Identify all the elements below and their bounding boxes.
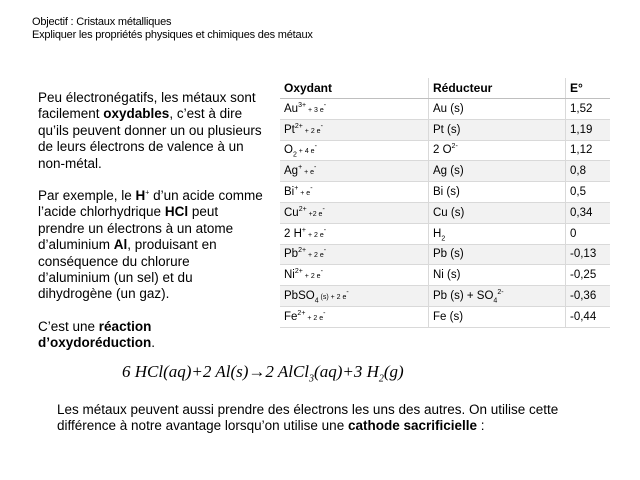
cell-reducteur bbox=[429, 286, 566, 307]
red-charge: 2- bbox=[497, 289, 504, 297]
ox-species: Bi bbox=[284, 186, 295, 199]
table-row bbox=[280, 182, 610, 203]
red-species: Au (s) bbox=[433, 102, 464, 115]
ox-index: 4 bbox=[314, 297, 319, 305]
red-species: Bi (s) bbox=[433, 186, 460, 199]
table-row bbox=[280, 265, 610, 286]
red-index: 2 bbox=[441, 234, 446, 242]
cell-oxydant bbox=[280, 119, 429, 140]
electron-charge: - bbox=[322, 206, 325, 214]
paragraph-reaction bbox=[38, 319, 263, 352]
cell-e0: 0 bbox=[566, 223, 611, 244]
ox-species: Ag bbox=[284, 165, 299, 178]
ox-charge: 3+ bbox=[298, 102, 307, 110]
cell-e0: 0,8 bbox=[566, 161, 611, 182]
paragraph-example bbox=[38, 188, 263, 303]
table-row bbox=[280, 161, 610, 182]
electron-charge: - bbox=[314, 164, 317, 172]
red-species: H bbox=[433, 227, 442, 240]
bottom-paragraph bbox=[57, 402, 602, 434]
text: peut prendre un électrons à un atome d’aluminium bbox=[38, 204, 234, 253]
ox-species: 2 H bbox=[284, 227, 302, 240]
ox-species: Au bbox=[284, 102, 299, 115]
table-row bbox=[280, 202, 610, 223]
objective-line: Objectif : Cristaux métalliques bbox=[32, 16, 172, 28]
ox-electrons: + 2 e bbox=[302, 127, 321, 135]
cell-e0: -0,13 bbox=[566, 244, 611, 265]
ox-electrons: + e bbox=[298, 190, 311, 198]
ox-species: Pt bbox=[284, 123, 295, 136]
cell-e0: -0,25 bbox=[566, 265, 611, 286]
electron-charge: - bbox=[314, 143, 317, 151]
cell-e0: -0,44 bbox=[566, 306, 611, 327]
cell-e0: 0,5 bbox=[566, 182, 611, 203]
text: . bbox=[151, 335, 156, 351]
sup-plus: + bbox=[145, 189, 150, 197]
text: d’un acide comme l’acide chlorhydrique bbox=[38, 188, 263, 220]
bold-cathode: cathode sacrificielle bbox=[347, 418, 478, 433]
ox-electrons: + 2 e bbox=[306, 252, 324, 260]
cell-reducteur bbox=[429, 182, 566, 203]
text: C’est une bbox=[38, 318, 99, 334]
ox-species: PbSO bbox=[284, 290, 315, 303]
table-header-row bbox=[280, 78, 610, 99]
ox-species: Ni bbox=[284, 269, 295, 282]
ox-species: O bbox=[284, 144, 293, 157]
cell-oxydant bbox=[280, 223, 429, 244]
electron-charge: - bbox=[310, 185, 313, 193]
table-row bbox=[280, 223, 610, 244]
cell-reducteur bbox=[429, 244, 566, 265]
electron-charge: - bbox=[323, 310, 326, 318]
cell-reducteur bbox=[429, 140, 566, 161]
ox-species: Pb bbox=[284, 248, 299, 261]
ox-index: 2 bbox=[292, 151, 297, 159]
text: , produisant en conséquence du chlorure d’aluminium (un sel) et du dihydrogène (un gaz). bbox=[38, 237, 217, 302]
ox-charge: + bbox=[301, 226, 306, 234]
red-charge: 2- bbox=[451, 143, 458, 151]
eq-part: (aq)+3 H bbox=[314, 362, 379, 381]
eq-part: (s) bbox=[230, 362, 249, 381]
table-row bbox=[280, 140, 610, 161]
red-index: 4 bbox=[493, 297, 498, 305]
ox-charge: 2+ bbox=[298, 206, 307, 214]
cell-e0: 0,34 bbox=[566, 202, 611, 223]
table-row bbox=[280, 286, 610, 307]
red-species: Pb (s) bbox=[433, 248, 464, 261]
ox-electrons: + 4 e bbox=[296, 148, 315, 156]
redox-potential-table bbox=[280, 78, 610, 328]
text: Par exemple, le bbox=[38, 188, 136, 204]
eq-part: 2 AlCl bbox=[265, 362, 310, 381]
cell-reducteur bbox=[429, 223, 566, 244]
electron-charge: - bbox=[346, 289, 349, 297]
bold-reaction: réaction d’oxydoréduction bbox=[38, 318, 152, 351]
ox-electrons: + e bbox=[302, 169, 315, 177]
cell-e0: -0,36 bbox=[566, 286, 611, 307]
ox-charge: 2+ bbox=[294, 122, 303, 130]
cell-e0: 1,12 bbox=[566, 140, 611, 161]
red-species: Pb (s) + SO bbox=[433, 290, 494, 303]
eq-sub: 3 bbox=[309, 373, 315, 385]
red-species: Cu (s) bbox=[433, 206, 465, 219]
table-row bbox=[280, 306, 610, 327]
ox-charge: + bbox=[294, 185, 299, 193]
paragraph-oxydables bbox=[38, 90, 263, 172]
ox-species: Fe bbox=[284, 310, 298, 323]
electron-charge: - bbox=[320, 122, 323, 130]
red-species: Ni (s) bbox=[433, 269, 461, 282]
cell-oxydant bbox=[280, 244, 429, 265]
bold-hcl: HCl bbox=[164, 204, 189, 220]
cell-reducteur bbox=[429, 306, 566, 327]
ox-electrons: +2 e bbox=[306, 210, 323, 218]
header-e0: E° bbox=[566, 78, 611, 99]
ox-charge: 2+ bbox=[297, 310, 306, 318]
table-row bbox=[280, 99, 610, 120]
ox-species: Cu bbox=[284, 206, 299, 219]
ox-electrons: + 3 e bbox=[306, 106, 324, 114]
cell-oxydant bbox=[280, 161, 429, 182]
cell-oxydant bbox=[280, 202, 429, 223]
slide-header bbox=[32, 16, 313, 42]
ox-charge: 2+ bbox=[294, 268, 303, 276]
cell-reducteur bbox=[429, 202, 566, 223]
arrow-icon: → bbox=[248, 362, 266, 381]
table-row bbox=[280, 244, 610, 265]
cell-reducteur bbox=[429, 119, 566, 140]
bold-h: H bbox=[135, 188, 146, 204]
electron-charge: - bbox=[323, 226, 327, 234]
red-species: Fe (s) bbox=[433, 310, 464, 323]
header-reducteur: Réducteur bbox=[429, 78, 566, 99]
table-body bbox=[280, 99, 610, 328]
bold-oxydables: oxydables bbox=[103, 106, 170, 122]
electron-charge: - bbox=[320, 268, 323, 276]
cell-e0: 1,19 bbox=[566, 119, 611, 140]
cell-oxydant bbox=[280, 99, 429, 120]
ox-electrons: + 2 e bbox=[305, 314, 324, 322]
eq-part: (aq)+2 Al bbox=[163, 362, 231, 381]
cell-oxydant bbox=[280, 182, 429, 203]
cell-e0: 1,52 bbox=[566, 99, 611, 120]
table-row bbox=[280, 119, 610, 140]
electron-charge: - bbox=[323, 102, 327, 110]
bold-al: Al bbox=[113, 237, 128, 253]
cell-oxydant bbox=[280, 286, 429, 307]
text: Peu électronégatifs, les métaux sont facilement bbox=[38, 90, 256, 122]
header-oxydant: Oxydant bbox=[280, 78, 429, 99]
eq-part: (g) bbox=[383, 362, 404, 381]
ox-electrons: + 2 e bbox=[302, 273, 321, 281]
eq-sub: 2 bbox=[378, 373, 384, 385]
eq-part: 6 HCl bbox=[122, 362, 164, 381]
ox-charge: + bbox=[298, 164, 303, 172]
red-species: Ag (s) bbox=[433, 165, 464, 178]
ox-electrons: + 2 e bbox=[306, 231, 324, 239]
text: : bbox=[477, 418, 485, 433]
text: , c’est à dire qu’ils peuvent donner un ou plusieurs de leurs électrons de valence à un non-métal. bbox=[38, 106, 262, 171]
cell-oxydant bbox=[280, 265, 429, 286]
electron-charge: - bbox=[323, 247, 327, 255]
chemical-equation bbox=[122, 362, 404, 385]
cell-reducteur bbox=[429, 161, 566, 182]
red-species: Pt (s) bbox=[433, 123, 461, 136]
ox-charge: 2+ bbox=[298, 247, 307, 255]
red-species: 2 O bbox=[433, 144, 452, 157]
cell-oxydant bbox=[280, 306, 429, 327]
left-text-column bbox=[38, 90, 263, 368]
subtitle-line: Expliquer les propriétés physiques et chimiques des métaux bbox=[32, 29, 313, 41]
cell-reducteur bbox=[429, 99, 566, 120]
text: Les métaux peuvent aussi prendre des électrons les uns des autres. On utilise cette différence à notre avantage lorsqu’on utilise une bbox=[57, 402, 559, 433]
ox-electrons: (s) + 2 e bbox=[318, 294, 347, 302]
cell-oxydant bbox=[280, 140, 429, 161]
cell-reducteur bbox=[429, 265, 566, 286]
